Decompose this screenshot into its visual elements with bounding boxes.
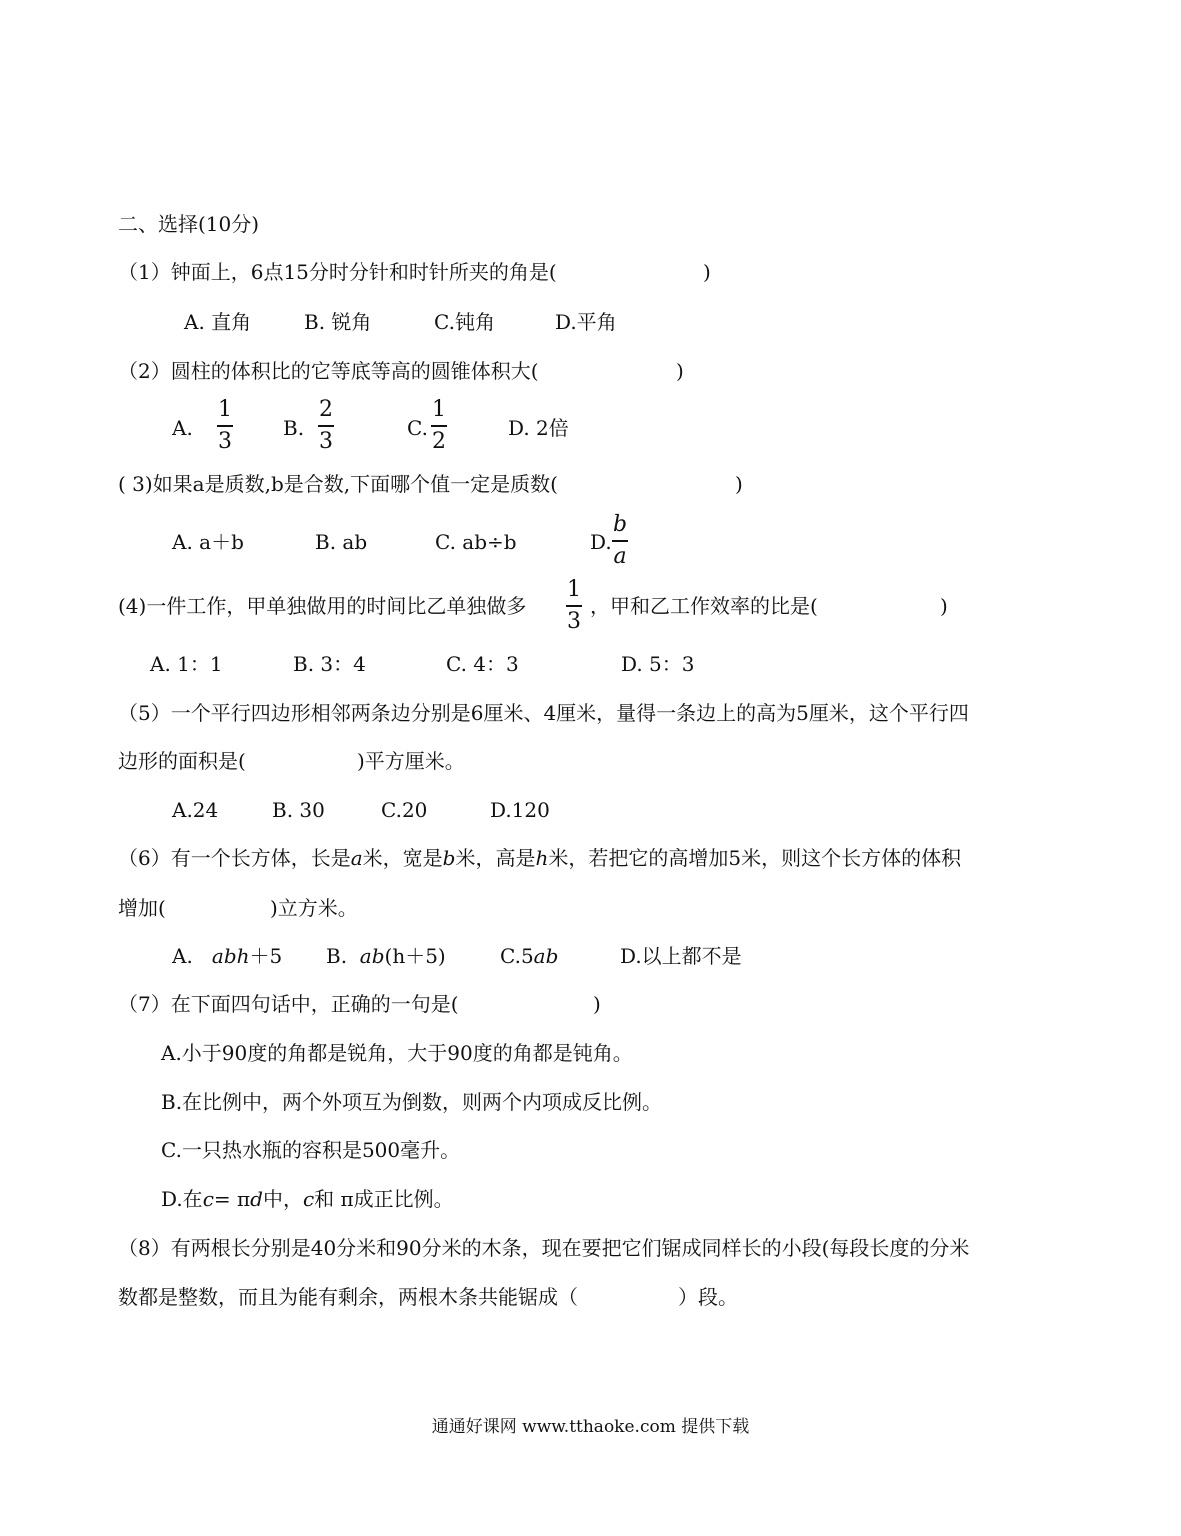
q6-option-c (500, 946, 558, 966)
q2-stem: （2）圆柱的体积比的它等底等高的圆锥体积大( (118, 359, 539, 383)
q5-option-d: D.120 (490, 798, 550, 822)
fraction-bar (217, 425, 233, 427)
fraction-numerator: 1 (567, 577, 581, 602)
q6-text: 米，宽是 (362, 846, 443, 870)
q5-option-b: B. 30 (272, 798, 325, 822)
q6-var-h: h (535, 846, 549, 870)
fraction-numerator: 1 (432, 397, 446, 422)
option-expr: ab (359, 944, 385, 968)
q4-option-a: A. 1：1 (150, 652, 223, 676)
option-label: C.5 (500, 944, 534, 968)
q2-option-d: D. 2倍 (508, 416, 569, 440)
q6-text: 米，高是 (455, 846, 536, 870)
q2-option-c: C. (407, 416, 428, 440)
q2-option-a: A. (172, 416, 193, 440)
q4-stem-before: (4)一件工作，甲单独做用的时间比乙单独做多 (118, 594, 527, 618)
fraction-numerator: b (612, 512, 628, 537)
q2-close: ) (676, 359, 684, 383)
q7-stem: （7）在下面四句话中，正确的一句是( (118, 992, 459, 1016)
q4-stem-after: ，甲和乙工作效率的比是( (590, 594, 818, 618)
q7-close: ) (593, 992, 601, 1016)
fraction-numerator: 1 (218, 397, 232, 422)
q7-var-c: c (202, 1187, 214, 1211)
q6-option-a (172, 946, 282, 966)
q5-line2-before: 边形的面积是( (118, 749, 246, 773)
q2-option-b-fraction (318, 398, 334, 454)
q1-option-a: A. 直角 (184, 310, 252, 334)
fraction-bar (431, 425, 447, 427)
q6-text: 米，若把它的高增加5米，则这个长方体的体积 (548, 846, 962, 870)
q3-option-d: D. (590, 530, 612, 554)
q7-option-d (161, 1189, 454, 1209)
q3-option-c: C. ab÷b (435, 530, 517, 554)
q3-close: ) (735, 472, 743, 496)
q7-text: D.在 (161, 1187, 203, 1211)
q3-option-b: B. ab (315, 530, 368, 554)
fraction-denominator: 3 (319, 429, 333, 454)
q4-close: ) (940, 594, 948, 618)
q7-option-a: A.小于90度的角都是锐角，大于90度的角都是钝角。 (161, 1041, 633, 1065)
q5-option-c: C.20 (381, 798, 428, 822)
q3-stem: ( 3)如果a是质数,b是合数,下面哪个值一定是质数( (118, 472, 558, 496)
q6-var-a: a (350, 846, 363, 870)
fraction-bar (566, 605, 582, 607)
q2-option-c-fraction (431, 398, 447, 454)
option-label: B. (326, 944, 348, 968)
q7-text: 和 π成正比例。 (314, 1187, 454, 1211)
q8-line2-after: ）段。 (678, 1285, 738, 1309)
q4-option-c: C. 4：3 (446, 652, 519, 676)
q6-line2-after: )立方米。 (270, 896, 358, 920)
q7-option-b: B.在比例中，两个外项互为倒数，则两个内项成反比例。 (161, 1090, 663, 1114)
q2-option-b: B. (283, 416, 305, 440)
option-expr-tail: (h＋5) (384, 944, 446, 968)
q2-option-a-fraction (217, 398, 233, 454)
q3-option-d-fraction (612, 513, 628, 569)
q7-text: = π (213, 1187, 251, 1211)
option-label: A. (172, 944, 193, 968)
q6-text: （6）有一个长方体，长是 (118, 846, 351, 870)
q8-line2-before: 数都是整数，而且为能有剩余，两根木条共能锯成（ (118, 1285, 578, 1309)
option-expr: abh (211, 944, 250, 968)
q1-option-d: D.平角 (555, 310, 617, 334)
q6-option-d: D.以上都不是 (620, 944, 742, 968)
q4-fraction (566, 578, 582, 634)
q6-option-b (326, 946, 446, 966)
option-expr: ab (533, 944, 559, 968)
q5-option-a: A.24 (172, 798, 219, 822)
q4-option-d: D. 5：3 (621, 652, 695, 676)
q5-line2-after: )平方厘米。 (357, 749, 465, 773)
fraction-denominator: 3 (567, 609, 581, 634)
q7-var-d: d (250, 1187, 263, 1211)
page-footer: 通通好课网 www.tthaoke.com 提供下载 (431, 1417, 750, 1437)
q5-line1: （5）一个平行四边形相邻两条边分别是6厘米、4厘米，量得一条边上的高为5厘米，这个平行四 (118, 701, 969, 725)
q6-var-b: b (442, 846, 456, 870)
q1-close: ) (703, 260, 711, 284)
q1-option-b: B. 锐角 (304, 310, 372, 334)
q7-text: 中， (262, 1187, 303, 1211)
q1-stem: （1）钟面上，6点15分时分针和时针所夹的角是( (118, 260, 557, 284)
q3-option-a: A. a＋b (172, 530, 244, 554)
q7-var-c: c (302, 1187, 315, 1211)
fraction-bar (318, 425, 334, 427)
fraction-denominator: a (613, 544, 627, 569)
fraction-bar (612, 540, 628, 542)
q6-line1 (118, 848, 961, 868)
section-title: 二、选择(10分) (118, 212, 260, 236)
q4-option-b: B. 3：4 (293, 652, 366, 676)
q8-line1: （8）有两根长分别是40分米和90分米的木条，现在要把它们锯成同样长的小段(每段长度的分米 (118, 1236, 970, 1260)
fraction-numerator: 2 (319, 397, 333, 422)
option-expr-tail: ＋5 (249, 944, 283, 968)
q1-option-c: C.钝角 (434, 310, 495, 334)
fraction-denominator: 2 (432, 429, 446, 454)
fraction-denominator: 3 (218, 429, 232, 454)
q7-option-c: C.一只热水瓶的容积是500毫升。 (161, 1138, 461, 1162)
q6-line2-before: 增加( (118, 896, 166, 920)
